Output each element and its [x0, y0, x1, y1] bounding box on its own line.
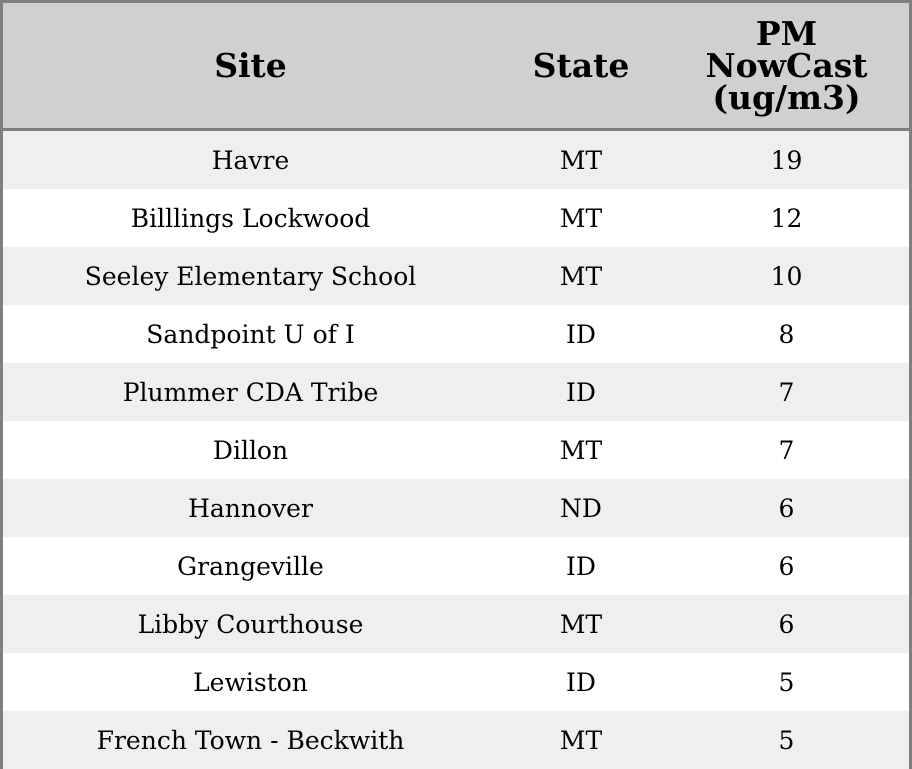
- cell-state: MT: [498, 421, 664, 479]
- cell-pm-nowcast: 19: [664, 130, 909, 190]
- pm-nowcast-table: [3, 3, 909, 769]
- column-header-pm-line-1: PM: [755, 13, 818, 53]
- cell-state: ND: [498, 479, 664, 537]
- cell-pm-nowcast: 5: [664, 653, 909, 711]
- column-header-site-line: Site: [214, 45, 287, 85]
- table-row: [3, 247, 909, 305]
- cell-state: MT: [498, 247, 664, 305]
- table-row: [3, 711, 909, 769]
- cell-pm-nowcast: 6: [664, 595, 909, 653]
- table-row: [3, 305, 909, 363]
- table-row: [3, 363, 909, 421]
- table-row: [3, 130, 909, 190]
- cell-pm-nowcast: 6: [664, 479, 909, 537]
- cell-state: MT: [498, 189, 664, 247]
- cell-pm-nowcast: 8: [664, 305, 909, 363]
- cell-site: Dillon: [3, 421, 498, 479]
- cell-state: ID: [498, 363, 664, 421]
- cell-pm-nowcast: 7: [664, 421, 909, 479]
- cell-state: MT: [498, 711, 664, 769]
- cell-site: Plummer CDA Tribe: [3, 363, 498, 421]
- column-header-pm-line-3: (ug/m3): [712, 77, 861, 117]
- table-row: [3, 479, 909, 537]
- table-row: [3, 537, 909, 595]
- cell-site: Lewiston: [3, 653, 498, 711]
- cell-site: Seeley Elementary School: [3, 247, 498, 305]
- cell-pm-nowcast: 12: [664, 189, 909, 247]
- cell-pm-nowcast: 7: [664, 363, 909, 421]
- cell-state: ID: [498, 537, 664, 595]
- cell-site: Hannover: [3, 479, 498, 537]
- cell-state: ID: [498, 305, 664, 363]
- cell-site: Billlings Lockwood: [3, 189, 498, 247]
- column-header-state-line: State: [532, 45, 630, 85]
- cell-pm-nowcast: 5: [664, 711, 909, 769]
- cell-site: Libby Courthouse: [3, 595, 498, 653]
- column-header-site: [3, 3, 498, 130]
- cell-site: French Town - Beckwith: [3, 711, 498, 769]
- column-header-pm-line-2: NowCast: [705, 45, 868, 85]
- column-header-pm-nowcast: [664, 3, 909, 130]
- cell-pm-nowcast: 6: [664, 537, 909, 595]
- header-row: [3, 3, 909, 130]
- cell-state: MT: [498, 595, 664, 653]
- table-row: [3, 421, 909, 479]
- cell-state: MT: [498, 130, 664, 190]
- table-row: [3, 595, 909, 653]
- cell-site: Havre: [3, 130, 498, 190]
- cell-site: Grangeville: [3, 537, 498, 595]
- column-header-state: [498, 3, 664, 130]
- cell-site: Sandpoint U of I: [3, 305, 498, 363]
- cell-pm-nowcast: 10: [664, 247, 909, 305]
- cell-state: ID: [498, 653, 664, 711]
- table-row: [3, 653, 909, 711]
- table-row: [3, 189, 909, 247]
- table-body: [3, 130, 909, 769]
